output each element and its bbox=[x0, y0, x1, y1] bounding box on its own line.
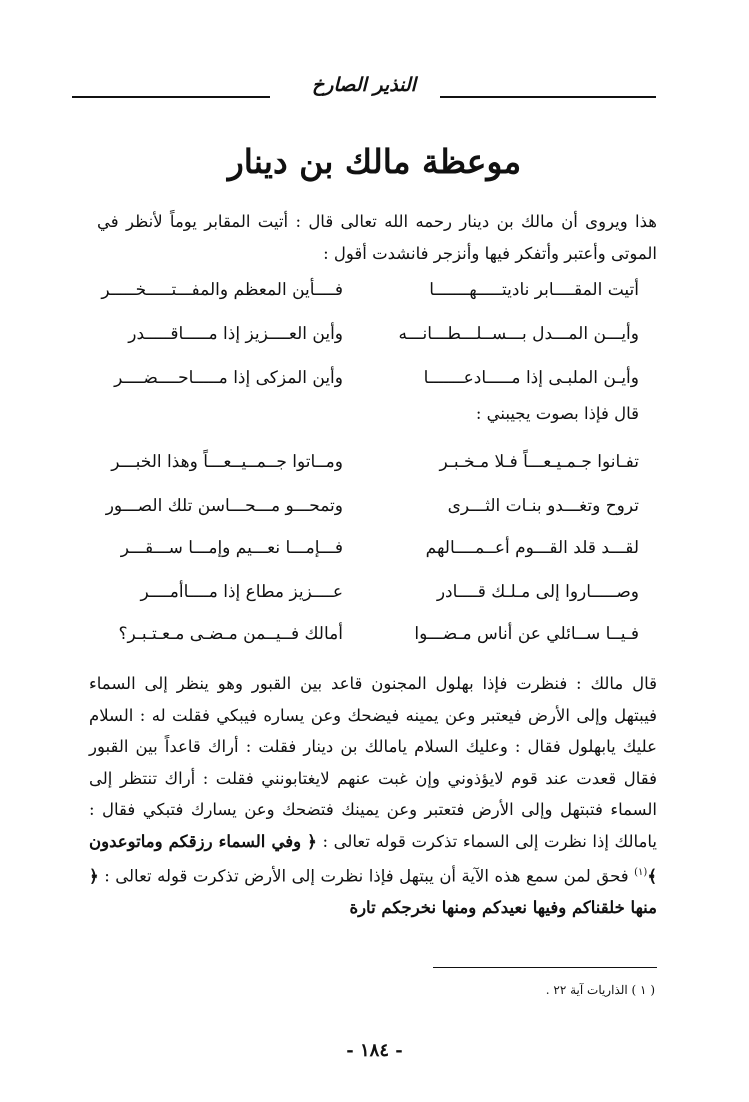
header-rule-left bbox=[72, 96, 270, 98]
quran-verse-1: ﴿ وفي السماء رزقكم وماتوعدون ﴾ bbox=[89, 831, 657, 886]
poem1-verse-1-left: فــــأين المعظم والمفـــتـــــخـــــر bbox=[101, 280, 343, 300]
header-rule-right bbox=[440, 96, 656, 98]
poem-intro-line: قال فإذا بصوت يجيبني : bbox=[475, 404, 639, 423]
page-number: - ١٨٤ - bbox=[346, 1040, 403, 1061]
poem2-verse-4-right: وصـــــاروا إلى مـلـك قــــادر bbox=[436, 582, 639, 602]
poem2-verse-2-left: وتمحـــو مـــحـــاسن تلك الصـــور bbox=[105, 496, 343, 516]
poem2-verse-1-right: تفـانوا جـمـيـعـــاً فـلا مـخـبـر bbox=[439, 452, 639, 472]
poem2-verse-5-right: فـيــا ســائلي عن أناس مـضـــوا bbox=[414, 624, 639, 644]
running-title: النذير الصارخ bbox=[312, 74, 416, 96]
footnote: ( ١ ) الذاريات آية ٢٢ . bbox=[545, 983, 655, 997]
poem1-verse-3-left: وأين المزكى إذا مـــــاحــــضــــر bbox=[114, 368, 343, 388]
poem2-verse-4-left: عــــزيز مطاع إذا مــــاأمــــر bbox=[140, 582, 343, 602]
footnote-reference[interactable]: (١) bbox=[634, 867, 648, 878]
body-paragraph bbox=[89, 668, 657, 924]
quran-verse-2: ﴿ منها خلقناكم وفيها نعيدكم ومنها نخرجكم تارة bbox=[89, 866, 657, 917]
intro-paragraph: هذا ويروى أن مالك بن دينار رحمه الله تعالى قال : أتيت المقابر يوماً لأنظر في الموتى وأعتبر وأتفكر فيها وأنزجر فانشدت أقول : bbox=[97, 212, 657, 263]
footnote-divider bbox=[433, 967, 657, 968]
poem1-verse-2-left: وأين العــــزيز إذا مـــــاقـــــدر bbox=[128, 324, 343, 344]
poem1-verse-1-right: أتيت المقــــابر ناديتـــــهـــــــا bbox=[429, 280, 639, 300]
chapter-title: موعظة مالك بن دينار bbox=[227, 142, 522, 181]
poem1-verse-3-right: وأيـن الملبـى إذا مـــــادعـــــــا bbox=[423, 368, 639, 388]
body-text-2: فحق لمن سمع هذه الآية أن يبتهل فإذا نظرت إلى الأرض تذكرت قوله تعالى : bbox=[104, 866, 629, 886]
poem1-verse-2-right: وأيـــن المـــدل بـــســلـــطـــانـــه bbox=[398, 324, 639, 344]
running-header bbox=[72, 72, 656, 112]
poem2-verse-3-right: لقـــد قلد القـــوم أعــمــــالهم bbox=[425, 538, 639, 558]
poem2-verse-1-left: ومــاتوا جــمــيــعـــاً وهذا الخبـــر bbox=[111, 452, 343, 472]
poem2-verse-3-left: فـــإمـــا نعـــيم وإمـــا ســـقـــر bbox=[120, 538, 343, 558]
poem2-verse-2-right: تروح وتغـــدو بنـات الثـــرى bbox=[447, 496, 639, 516]
poem2-verse-5-left: أمالك فــيــمن مـضـى مـعـتـبـر؟ bbox=[118, 624, 343, 644]
body-text-1: قال مالك : فنظرت فإذا بهلول المجنون قاعد بين القبور وهو ينظر إلى السماء فيبتهل وإلى الأرض فيعتبر وعن يمينه فيضحك وعن يساره فيبكي فقلت له : السلام عليك يابهلول فقال : وعليك السلام يامالك بن دينار فقلت : أراك قاعداً بين القبور فقال قعدت عند قوم لايؤذوني وإن غبت عنهم لايغتابونني فقلت : أراك تنتظر إلى السماء فتبتهل وإلى الأرض فتعتبر وعن يمينك فتضحك وعن يسارك فتبكي فقال : يامالك إذا نظرت إلى السماء تذكرت قوله تعالى : bbox=[89, 674, 657, 851]
